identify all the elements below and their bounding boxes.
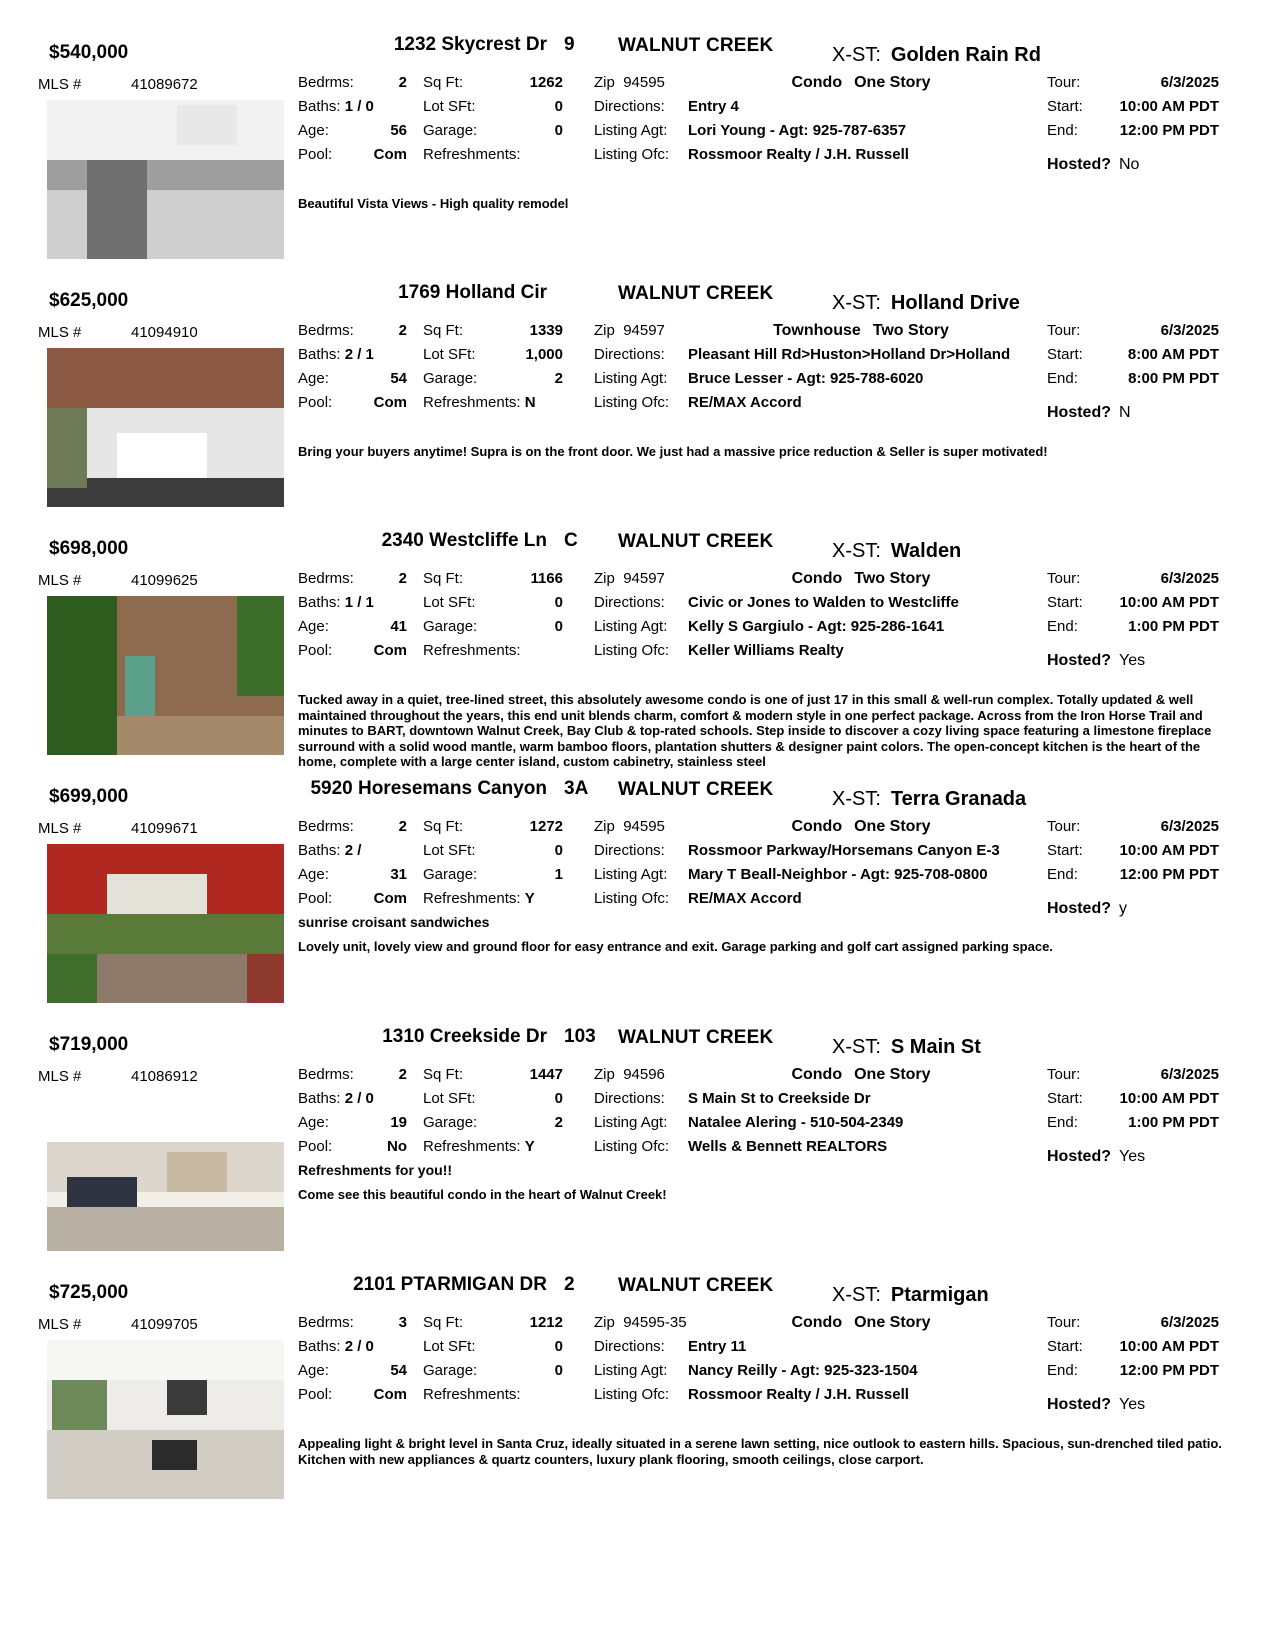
type-value: Condo (791, 570, 843, 587)
bedrooms-label: Bedrms: (298, 74, 354, 91)
property-type (730, 570, 992, 588)
end-time: 8:00 PM PDT (1128, 370, 1219, 387)
sqft-label: Sq Ft: (423, 322, 464, 339)
lot-sqft-value: 0 (554, 98, 563, 115)
mls-number: 41086912 (131, 1068, 198, 1085)
hosted-value: No (1119, 156, 1140, 173)
lot-sqft-value: 0 (554, 594, 563, 611)
baths-label: Baths: 2 / 1 (298, 346, 374, 363)
listing-description: Tucked away in a quiet, tree-lined street, this absolutely awesome condo is one of just 17 in this small & well-run complex. Totally updated & well maintained throughout the years, this end unit blends charm, comfort & modern style in one perfect package. Across from the Iron Horse Trail and minutes to BART, downtown Walnut Creek, Bay Club & top-rated schools. Step inside to discover a cozy living space featuring a limestone fireplace surround with a solid wood mantle, warm bamboo floors, plantation shutters & designer paint colors. The open-concept kitchen is the heart of the home, complete with a large center island, custom cabinetry, stainless steel (298, 692, 1212, 769)
hosted-label: Hosted? (1047, 652, 1111, 669)
end-time: 12:00 PM PDT (1119, 122, 1219, 139)
hosted-value: Yes (1119, 1148, 1146, 1165)
end-label: End: (1047, 1362, 1078, 1379)
listing-office-value: Rossmoor Realty / J.H. Russell (688, 146, 909, 163)
listing (0, 1269, 1275, 1517)
baths-label: Baths: 1 / 1 (298, 594, 374, 611)
age-label: Age: (298, 370, 329, 387)
refreshments-label: Refreshments: (423, 146, 521, 163)
bedrooms-value: 3 (398, 1314, 407, 1331)
listing-agent-value: Lori Young - Agt: 925-787-6357 (688, 122, 907, 139)
listing-agent-label: Listing Agt: (594, 866, 668, 883)
pool-value: Com (373, 146, 407, 163)
age-label: Age: (298, 1362, 329, 1379)
mls-number: 41089672 (131, 76, 198, 93)
property-type (730, 322, 992, 340)
property-photo (47, 348, 284, 507)
listing-agent-label: Listing Agt: (594, 1114, 668, 1131)
tour-date: 6/3/2025 (1160, 1066, 1219, 1083)
start-time: 8:00 AM PDT (1127, 346, 1219, 363)
stories-value: One Story (854, 1314, 931, 1331)
listing-description: Bring your buyers anytime! Supra is on the front door. We just had a massive price reduction & Seller is super motivated! (298, 444, 1048, 459)
hosted (1047, 1148, 1145, 1166)
cross-street (832, 540, 961, 563)
listing-office-value: Rossmoor Realty / J.H. Russell (688, 1386, 909, 1403)
property-type (730, 1066, 992, 1084)
cross-street-label: X-ST: (832, 292, 881, 314)
tour-date: 6/3/2025 (1160, 322, 1219, 339)
tour-date: 6/3/2025 (1160, 818, 1219, 835)
age-value: 54 (390, 1362, 407, 1379)
age-value: 31 (390, 866, 407, 883)
cross-street-value: Walden (890, 540, 962, 562)
zip-value: 94597 (623, 322, 665, 339)
start-time: 10:00 AM PDT (1119, 842, 1219, 859)
baths-label: Baths: 2 / 0 (298, 1090, 374, 1107)
zip-value: 94595 (623, 818, 665, 835)
directions-label: Directions: (594, 1090, 665, 1107)
stories-value: One Story (854, 74, 931, 91)
end-label: End: (1047, 866, 1078, 883)
street-address: 1310 Creekside Dr (382, 1026, 547, 1047)
pool-label: Pool: (298, 1386, 333, 1403)
refreshments-value: N (524, 394, 536, 411)
cross-street-value: Terra Granada (890, 788, 1027, 810)
listing-office-value: Keller Williams Realty (688, 642, 844, 659)
tour-label: Tour: (1047, 1066, 1081, 1083)
baths-value: 2 / 0 (344, 1338, 374, 1355)
sqft-value: 1339 (529, 322, 563, 339)
unit-number: C (564, 530, 578, 551)
tour-label: Tour: (1047, 818, 1081, 835)
listing-office-label: Listing Ofc: (594, 890, 670, 907)
stories-value: One Story (854, 818, 931, 835)
hosted-value: N (1119, 404, 1131, 421)
city: WALNUT CREEK (618, 531, 774, 552)
cross-street (832, 1036, 981, 1059)
age-value: 19 (390, 1114, 407, 1131)
start-label: Start: (1047, 1338, 1083, 1355)
tour-label: Tour: (1047, 322, 1081, 339)
pool-label: Pool: (298, 642, 333, 659)
city: WALNUT CREEK (618, 35, 774, 56)
directions-label: Directions: (594, 1338, 665, 1355)
pool-value: Com (373, 890, 407, 907)
property-type (730, 818, 992, 836)
tour-label: Tour: (1047, 1314, 1081, 1331)
listing-price: $699,000 (49, 786, 129, 807)
refreshments-label: Refreshments: N (423, 394, 536, 411)
listing-office-label: Listing Ofc: (594, 642, 670, 659)
cross-street (832, 292, 1020, 315)
listing-price: $540,000 (49, 42, 129, 63)
listing-agent-value: Kelly S Gargiulo - Agt: 925-286-1641 (688, 618, 945, 635)
end-time: 12:00 PM PDT (1119, 1362, 1219, 1379)
listing-price: $698,000 (49, 538, 129, 559)
lot-sqft-label: Lot SFt: (423, 1090, 476, 1107)
sqft-label: Sq Ft: (423, 570, 464, 587)
bedrooms-label: Bedrms: (298, 570, 354, 587)
bedrooms-label: Bedrms: (298, 322, 354, 339)
directions-value: Entry 4 (688, 98, 739, 115)
bedrooms-value: 2 (398, 818, 407, 835)
lot-sqft-value: 0 (554, 1090, 563, 1107)
garage-value: 0 (554, 1362, 563, 1379)
pool-value: Com (373, 642, 407, 659)
end-time: 1:00 PM PDT (1128, 618, 1219, 635)
street-address: 1769 Holland Cir (398, 282, 547, 303)
directions-label: Directions: (594, 98, 665, 115)
baths-label: Baths: 2 / 0 (298, 1338, 374, 1355)
listing-price: $725,000 (49, 1282, 129, 1303)
bedrooms-value: 2 (398, 74, 407, 91)
lot-sqft-value: 0 (554, 842, 563, 859)
end-label: End: (1047, 370, 1078, 387)
garage-value: 2 (554, 1114, 563, 1131)
refreshments-label: Refreshments: Y (423, 890, 535, 907)
baths-value: 1 / 0 (344, 98, 374, 115)
hosted (1047, 404, 1131, 422)
cross-street-value: S Main St (890, 1036, 981, 1058)
baths-value: 2 / 0 (344, 1090, 374, 1107)
city: WALNUT CREEK (618, 283, 774, 304)
age-label: Age: (298, 1114, 329, 1131)
property-photo (47, 1092, 284, 1251)
start-label: Start: (1047, 842, 1083, 859)
mls-label: MLS # (38, 820, 82, 837)
pool-label: Pool: (298, 890, 333, 907)
mls-number: 41099625 (131, 572, 198, 589)
tour-date: 6/3/2025 (1160, 1314, 1219, 1331)
mls-label: MLS # (38, 76, 82, 93)
hosted-label: Hosted? (1047, 1396, 1111, 1413)
listing-agent-label: Listing Agt: (594, 618, 668, 635)
cross-street-value: Holland Drive (890, 292, 1020, 314)
refreshments-label: Refreshments: (423, 642, 521, 659)
zip-label: Zip 94597 (594, 322, 665, 339)
street-address: 2340 Westcliffe Ln (381, 530, 547, 551)
tour-label: Tour: (1047, 570, 1081, 587)
type-value: Condo (791, 1314, 843, 1331)
refreshments-value: Y (524, 1138, 535, 1155)
directions-value: Rossmoor Parkway/Horsemans Canyon E-3 (688, 842, 1000, 859)
hosted-label: Hosted? (1047, 1148, 1111, 1165)
directions-label: Directions: (594, 594, 665, 611)
mls-label: MLS # (38, 324, 82, 341)
pool-label: Pool: (298, 1138, 333, 1155)
listing-description: Beautiful Vista Views - High quality remodel (298, 196, 569, 211)
mls-number: 41099705 (131, 1316, 198, 1333)
hosted (1047, 652, 1145, 670)
bedrooms-label: Bedrms: (298, 818, 354, 835)
listing-agent-label: Listing Agt: (594, 370, 668, 387)
zip-label: Zip 94595-35 (594, 1314, 687, 1331)
zip-value: 94597 (623, 570, 665, 587)
sqft-label: Sq Ft: (423, 1314, 464, 1331)
zip-value: 94596 (623, 1066, 665, 1083)
baths-value: 2 / (344, 842, 362, 859)
sqft-value: 1447 (529, 1066, 563, 1083)
sqft-label: Sq Ft: (423, 1066, 464, 1083)
city: WALNUT CREEK (618, 1027, 774, 1048)
listing-office-label: Listing Ofc: (594, 146, 670, 163)
unit-number: 2 (564, 1274, 575, 1295)
listing-office-label: Listing Ofc: (594, 1386, 670, 1403)
garage-value: 2 (554, 370, 563, 387)
pool-value: No (387, 1138, 407, 1155)
cross-street-label: X-ST: (832, 1284, 881, 1306)
cross-street-label: X-ST: (832, 44, 881, 66)
street-address: 5920 Horesemans Canyon (310, 778, 547, 799)
sqft-value: 1166 (530, 570, 563, 587)
age-label: Age: (298, 618, 329, 635)
garage-value: 0 (554, 618, 563, 635)
zip-value: 94595 (623, 74, 665, 91)
zip-label: Zip 94595 (594, 74, 665, 91)
end-time: 12:00 PM PDT (1119, 866, 1219, 883)
city: WALNUT CREEK (618, 1275, 774, 1296)
baths-label: Baths: 1 / 0 (298, 98, 374, 115)
directions-value: Entry 11 (688, 1338, 747, 1355)
cross-street-label: X-ST: (832, 540, 881, 562)
start-time: 10:00 AM PDT (1119, 594, 1219, 611)
directions-value: Civic or Jones to Walden to Westcliffe (688, 594, 959, 611)
pool-label: Pool: (298, 146, 333, 163)
listing-office-value: Wells & Bennett REALTORS (688, 1138, 888, 1155)
listing-description: Lovely unit, lovely view and ground floor for easy entrance and exit. Garage parking and golf cart assigned parking space. (298, 939, 1053, 954)
stories-value: Two Story (854, 570, 931, 587)
type-value: Townhouse (773, 322, 861, 339)
cross-street (832, 1284, 989, 1307)
directions-label: Directions: (594, 842, 665, 859)
age-label: Age: (298, 866, 329, 883)
property-photo (47, 844, 284, 1003)
lot-sqft-label: Lot SFt: (423, 594, 476, 611)
end-label: End: (1047, 1114, 1078, 1131)
hosted-label: Hosted? (1047, 900, 1111, 917)
listing (0, 277, 1275, 525)
mls-number: 41094910 (131, 324, 198, 341)
mls-label: MLS # (38, 1316, 82, 1333)
start-label: Start: (1047, 594, 1083, 611)
end-label: End: (1047, 122, 1078, 139)
garage-label: Garage: (423, 370, 478, 387)
age-value: 54 (390, 370, 407, 387)
cross-street-label: X-ST: (832, 1036, 881, 1058)
unit-number: 9 (564, 34, 575, 55)
hosted (1047, 1396, 1145, 1414)
listing-office-label: Listing Ofc: (594, 394, 670, 411)
hosted (1047, 156, 1139, 174)
start-label: Start: (1047, 98, 1083, 115)
hosted (1047, 900, 1127, 918)
bedrooms-label: Bedrms: (298, 1314, 354, 1331)
cross-street (832, 788, 1026, 811)
listing-price: $625,000 (49, 290, 129, 311)
listing (0, 525, 1275, 773)
refreshment-note: sunrise croisant sandwiches (298, 914, 490, 930)
bedrooms-value: 2 (398, 570, 407, 587)
lot-sqft-value: 1,000 (525, 346, 563, 363)
city: WALNUT CREEK (618, 779, 774, 800)
pool-value: Com (373, 394, 407, 411)
listing-agent-value: Mary T Beall-Neighbor - Agt: 925-708-0800 (688, 866, 988, 883)
listing-office-label: Listing Ofc: (594, 1138, 670, 1155)
refreshments-label: Refreshments: (423, 1386, 521, 1403)
start-label: Start: (1047, 1090, 1083, 1107)
garage-label: Garage: (423, 618, 478, 635)
stories-value: One Story (854, 1066, 931, 1083)
bedrooms-value: 2 (398, 1066, 407, 1083)
mls-label: MLS # (38, 572, 82, 589)
type-value: Condo (791, 1066, 843, 1083)
hosted-value: Yes (1119, 652, 1146, 669)
mls-number: 41099671 (131, 820, 198, 837)
type-value: Condo (791, 818, 843, 835)
refreshments-value: Y (524, 890, 535, 907)
zip-label: Zip 94597 (594, 570, 665, 587)
tour-date: 6/3/2025 (1160, 570, 1219, 587)
end-time: 1:00 PM PDT (1128, 1114, 1219, 1131)
listing (0, 29, 1275, 277)
zip-label: Zip 94595 (594, 818, 665, 835)
baths-label: Baths: 2 / (298, 842, 362, 859)
street-address: 2101 PTARMIGAN DR (353, 1274, 547, 1295)
type-value: Condo (791, 74, 843, 91)
start-time: 10:00 AM PDT (1119, 1090, 1219, 1107)
lot-sqft-label: Lot SFt: (423, 98, 476, 115)
end-label: End: (1047, 618, 1078, 635)
garage-label: Garage: (423, 866, 478, 883)
start-time: 10:00 AM PDT (1119, 98, 1219, 115)
street-address: 1232 Skycrest Dr (393, 34, 547, 55)
baths-value: 2 / 1 (344, 346, 374, 363)
listing-office-value: RE/MAX Accord (688, 890, 802, 907)
listing-agent-value: Bruce Lesser - Agt: 925-788-6020 (688, 370, 924, 387)
tour-label: Tour: (1047, 74, 1081, 91)
garage-value: 1 (554, 866, 563, 883)
property-photo (47, 596, 284, 755)
garage-label: Garage: (423, 1362, 478, 1379)
cross-street (832, 44, 1041, 67)
property-photo (47, 100, 284, 259)
cross-street-value: Ptarmigan (890, 1284, 989, 1306)
listing-agent-value: Nancy Reilly - Agt: 925-323-1504 (688, 1362, 918, 1379)
unit-number: 3A (564, 778, 589, 799)
listing-agent-label: Listing Agt: (594, 1362, 668, 1379)
refreshments-label: Refreshments: Y (423, 1138, 535, 1155)
lot-sqft-label: Lot SFt: (423, 842, 476, 859)
property-type (730, 1314, 992, 1332)
listing-office-value: RE/MAX Accord (688, 394, 802, 411)
lot-sqft-value: 0 (554, 1338, 563, 1355)
garage-label: Garage: (423, 1114, 478, 1131)
listing-agent-label: Listing Agt: (594, 122, 668, 139)
garage-label: Garage: (423, 122, 478, 139)
mls-label: MLS # (38, 1068, 82, 1085)
listing (0, 1021, 1275, 1269)
start-time: 10:00 AM PDT (1119, 1338, 1219, 1355)
age-value: 41 (390, 618, 407, 635)
pool-label: Pool: (298, 394, 333, 411)
listing-agent-value: Natalee Alering - 510-504-2349 (688, 1114, 904, 1131)
zip-label: Zip 94596 (594, 1066, 665, 1083)
directions-label: Directions: (594, 346, 665, 363)
sqft-value: 1262 (529, 74, 563, 91)
listing (0, 773, 1275, 1021)
zip-value: 94595-35 (623, 1314, 687, 1331)
bedrooms-label: Bedrms: (298, 1066, 354, 1083)
stories-value: Two Story (872, 322, 949, 339)
bedrooms-value: 2 (398, 322, 407, 339)
cross-street-value: Golden Rain Rd (890, 44, 1041, 66)
directions-value: Pleasant Hill Rd>Huston>Holland Dr>Holland (688, 346, 1011, 363)
sqft-value: 1212 (529, 1314, 563, 1331)
refreshment-note: Refreshments for you!! (298, 1162, 453, 1178)
sqft-value: 1272 (529, 818, 563, 835)
garage-value: 0 (554, 122, 563, 139)
lot-sqft-label: Lot SFt: (423, 346, 476, 363)
tour-date: 6/3/2025 (1160, 74, 1219, 91)
start-label: Start: (1047, 346, 1083, 363)
hosted-value: y (1119, 900, 1127, 917)
listing-description: Come see this beautiful condo in the heart of Walnut Creek! (298, 1187, 667, 1202)
pool-value: Com (373, 1386, 407, 1403)
property-photo (47, 1340, 284, 1499)
hosted-label: Hosted? (1047, 404, 1111, 421)
unit-number: 103 (564, 1026, 596, 1047)
lot-sqft-label: Lot SFt: (423, 1338, 476, 1355)
age-value: 56 (390, 122, 407, 139)
hosted-label: Hosted? (1047, 156, 1111, 173)
property-type (730, 74, 992, 92)
directions-value: S Main St to Creekside Dr (688, 1090, 871, 1107)
hosted-value: Yes (1119, 1396, 1146, 1413)
listing-description: Appealing light & bright level in Santa Cruz, ideally situated in a serene lawn setting, nice outlook to eastern hills. Spacious, sun-drenched tiled patio. Kitchen with new appliances & quartz counters, luxury plank flooring, smooth ceilings, close carport. (298, 1436, 1222, 1467)
baths-value: 1 / 1 (344, 594, 374, 611)
age-label: Age: (298, 122, 329, 139)
sqft-label: Sq Ft: (423, 74, 464, 91)
cross-street-label: X-ST: (832, 788, 881, 810)
listing-price: $719,000 (49, 1034, 129, 1055)
sqft-label: Sq Ft: (423, 818, 464, 835)
